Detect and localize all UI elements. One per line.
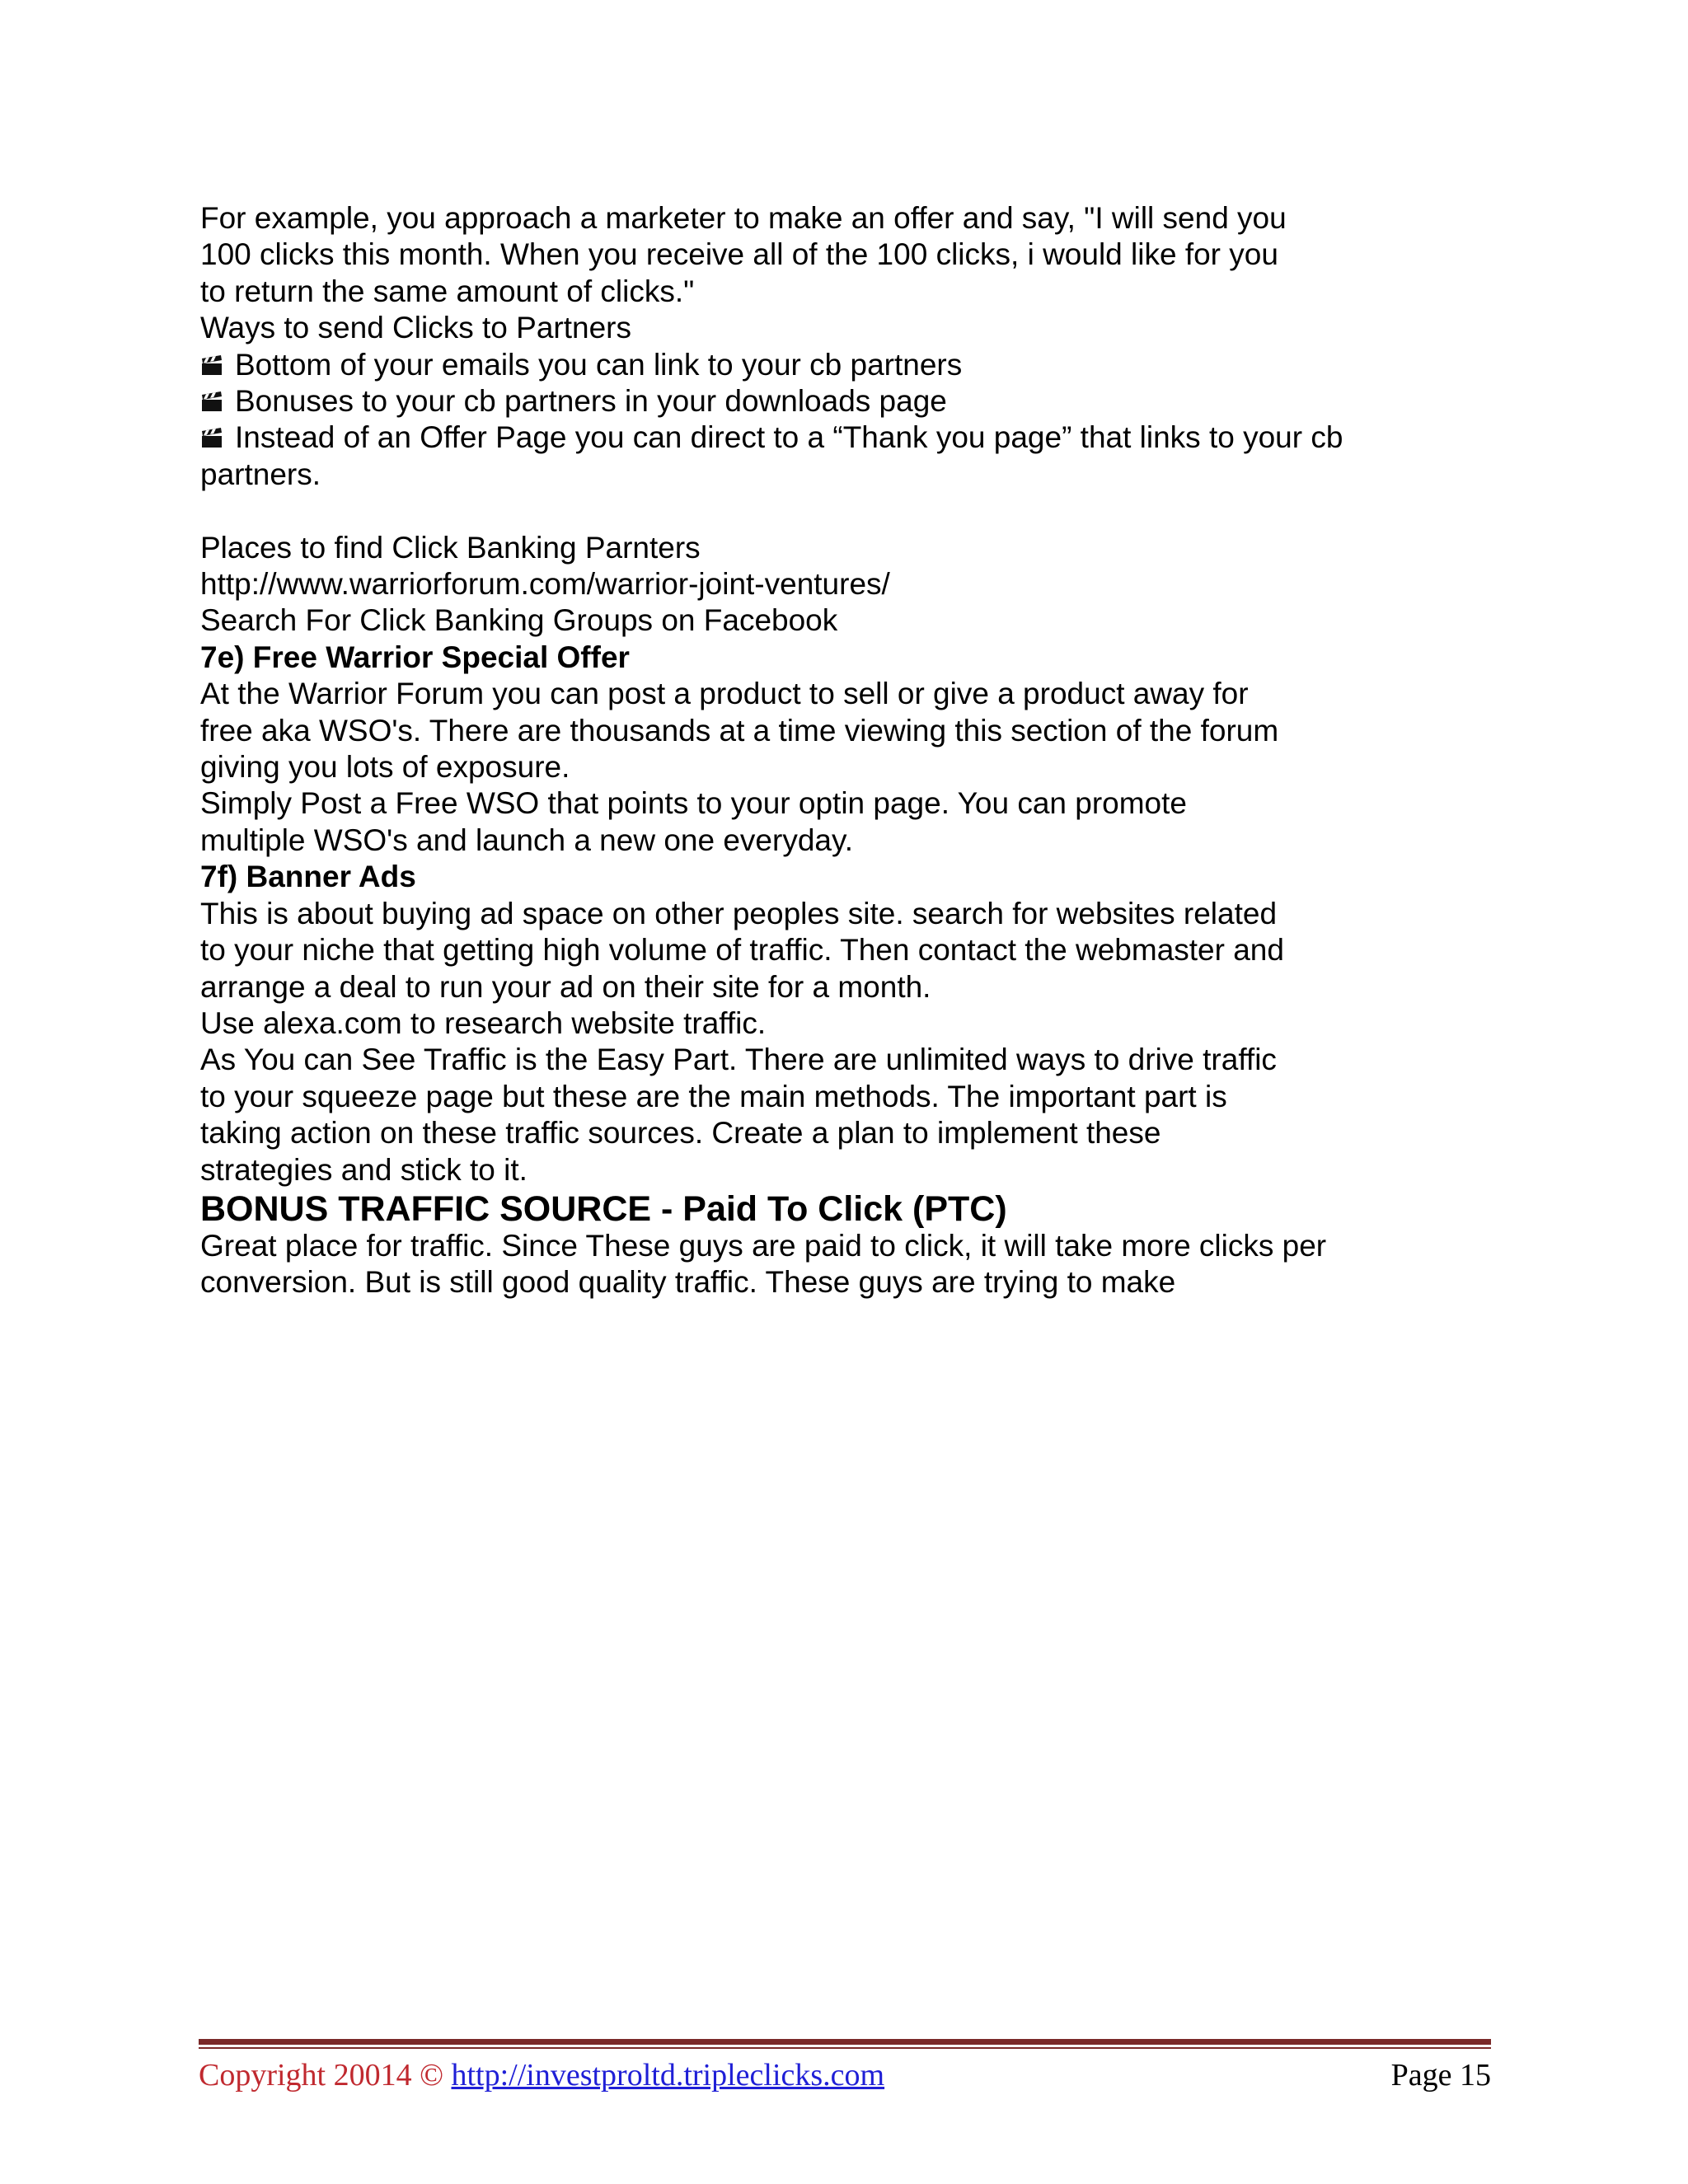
paragraph-line: This is about buying ad space on other peoples site. search for websites related bbox=[200, 896, 1278, 930]
paragraph-line: strategies and stick to it. bbox=[200, 1152, 528, 1187]
places-line: Places to find Click Banking Parnters bbox=[200, 530, 701, 565]
footer-link[interactable]: http://investproltd.tripleclicks.com bbox=[451, 2058, 885, 2093]
section-heading-7f: 7f) Banner Ads bbox=[200, 860, 416, 894]
copyright-text: Copyright 20014 © bbox=[199, 2058, 452, 2093]
paragraph-line: multiple WSO's and launch a new one everyday. bbox=[200, 823, 854, 857]
paragraph-line: Simply Post a Free WSO that points to your optin page. You can promote bbox=[200, 786, 1187, 821]
ways-heading: Ways to send Clicks to Partners bbox=[200, 311, 631, 345]
forum-url: http://www.warriorforum.com/warrior-joint-ventures/ bbox=[200, 567, 890, 602]
bullet-item bbox=[200, 347, 1437, 383]
paragraph-line: taking action on these traffic sources. Create a plan to implement these bbox=[200, 1116, 1161, 1151]
intro-line: to return the same amount of clicks." bbox=[200, 274, 695, 308]
paragraph-line: Great place for traffic. Since These guys are paid to click, it will take more clicks per bbox=[200, 1228, 1327, 1263]
clapperboard-icon bbox=[200, 355, 223, 377]
footer-rule bbox=[199, 2037, 1491, 2050]
paragraph-line: Use alexa.com to research website traffic. bbox=[200, 1005, 767, 1040]
paragraph-line: As You can See Traffic is the Easy Part. There are unlimited ways to drive traffic bbox=[200, 1043, 1277, 1077]
page-footer bbox=[199, 2055, 1491, 2096]
page-number: Page 15 bbox=[1390, 2058, 1491, 2093]
paragraph-line: arrange a deal to run your ad on their site for a month. bbox=[200, 969, 931, 1004]
blank-line bbox=[200, 493, 1437, 529]
clapperboard-icon bbox=[200, 428, 223, 449]
bullet-text: Bottom of your emails you can link to your cb partners bbox=[235, 347, 963, 382]
section-heading-7e: 7e) Free Warrior Special Offer bbox=[200, 640, 630, 674]
bullet-item bbox=[200, 419, 1437, 456]
bullet-text: Bonuses to your cb partners in your downloads page bbox=[235, 384, 947, 419]
paragraph-line: giving you lots of exposure. bbox=[200, 750, 570, 785]
bullet-continuation: partners. bbox=[200, 457, 321, 491]
intro-line: 100 clicks this month. When you receive all of the 100 clicks, i would like for you bbox=[200, 237, 1278, 272]
footer-copyright bbox=[199, 2055, 884, 2096]
paragraph-line: to your niche that getting high volume of traffic. Then contact the webmaster and bbox=[200, 933, 1284, 968]
page-body bbox=[200, 200, 1437, 1301]
paragraph-line: to your squeeze page but these are the main methods. The important part is bbox=[200, 1079, 1227, 1113]
bullet-item bbox=[200, 383, 1437, 419]
bonus-heading: BONUS TRAFFIC SOURCE - Paid To Click (PTC) bbox=[200, 1188, 1007, 1229]
clapperboard-icon bbox=[200, 391, 223, 413]
bullet-text: Instead of an Offer Page you can direct to a “Thank you page” that links to your cb bbox=[235, 420, 1343, 455]
paragraph-line: free aka WSO's. There are thousands at a time viewing this section of the forum bbox=[200, 713, 1279, 748]
intro-line: For example, you approach a marketer to make an offer and say, "I will send you bbox=[200, 201, 1287, 235]
paragraph-line: conversion. But is still good quality traffic. These guys are trying to make bbox=[200, 1265, 1176, 1300]
places-line: Search For Click Banking Groups on Facebook bbox=[200, 603, 838, 638]
paragraph-line: At the Warrior Forum you can post a product to sell or give a product away for bbox=[200, 677, 1249, 711]
